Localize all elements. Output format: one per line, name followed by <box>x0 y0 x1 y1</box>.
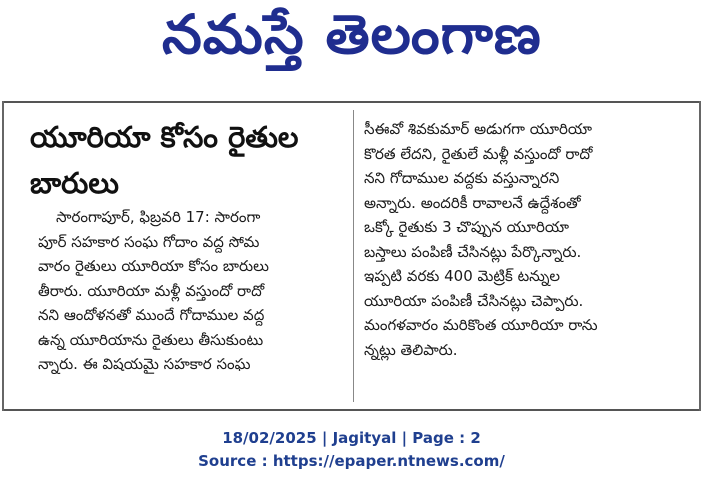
body-line: సారంగాపూర్, ఫిబ్రవరి 17: సారంగా <box>56 208 261 226</box>
body-line: ఒక్కో రైతుకు 3 చొప్పున యూరియా <box>364 218 569 236</box>
publication-meta: 18/02/2025 | Jagityal | Page : 2 <box>222 429 481 447</box>
body-line: తీరారు. యూరియా మళ్లీ వస్తుందో రాదో <box>38 281 265 300</box>
body-line: ఇప్పటి వరకు 400 మెట్రిక్ టన్నుల <box>364 267 561 285</box>
body-line: మంగళవారం మరికొంత యూరియా రాను <box>364 316 598 334</box>
headline-line: యూరియా కోసం రైతుల <box>30 120 299 154</box>
body-line: యూరియా పంపిణీ చేసినట్లు చెప్పారు. <box>364 291 584 310</box>
article-left-column <box>38 205 338 377</box>
body-line: వారం రైతులు యూరియా కోసం బారులు <box>38 257 269 275</box>
masthead <box>0 0 703 72</box>
body-line: న్నారు. ఈ విషయమై సహకార సంఘ <box>38 355 251 373</box>
clipping-left-border <box>2 101 4 411</box>
body-line: అన్నారు. అందరికీ రావాలనే ఉద్దేశంతో <box>364 193 581 212</box>
headline-line: బారులు <box>30 166 119 200</box>
body-line: న్నట్లు తెలిపారు. <box>364 340 458 359</box>
newspaper-logo: నమస్తే తెలంగాణ <box>161 3 542 66</box>
source-line: Source : https://epaper.ntnews.com/ <box>198 452 505 470</box>
body-line: నని ఆందోళనతో ముందే గోదాముల వద్ద <box>38 306 265 324</box>
article-headline <box>30 114 330 206</box>
body-line: కొరత లేదని, రైతులే మళ్లీ వస్తుందో రాదో <box>364 144 593 163</box>
body-line: ఉన్న యూరియాను రైతులు తీసుకుంటు <box>38 330 264 349</box>
column-divider <box>353 110 354 402</box>
body-line: నని గోదాముల వద్దకు వస్తున్నారని <box>364 169 560 187</box>
body-line: పూర్ సహకార సంఘ గోదాం వద్ద సోమ <box>38 232 260 251</box>
article-right-column <box>364 117 664 362</box>
body-line: సీఈవో శివకుమార్ అడుగగా యూరియా <box>364 120 593 138</box>
body-line: బస్తాలు పంపిణీ చేసినట్లు పేర్కొన్నారు. <box>364 242 582 261</box>
clipping-right-border <box>699 101 701 411</box>
